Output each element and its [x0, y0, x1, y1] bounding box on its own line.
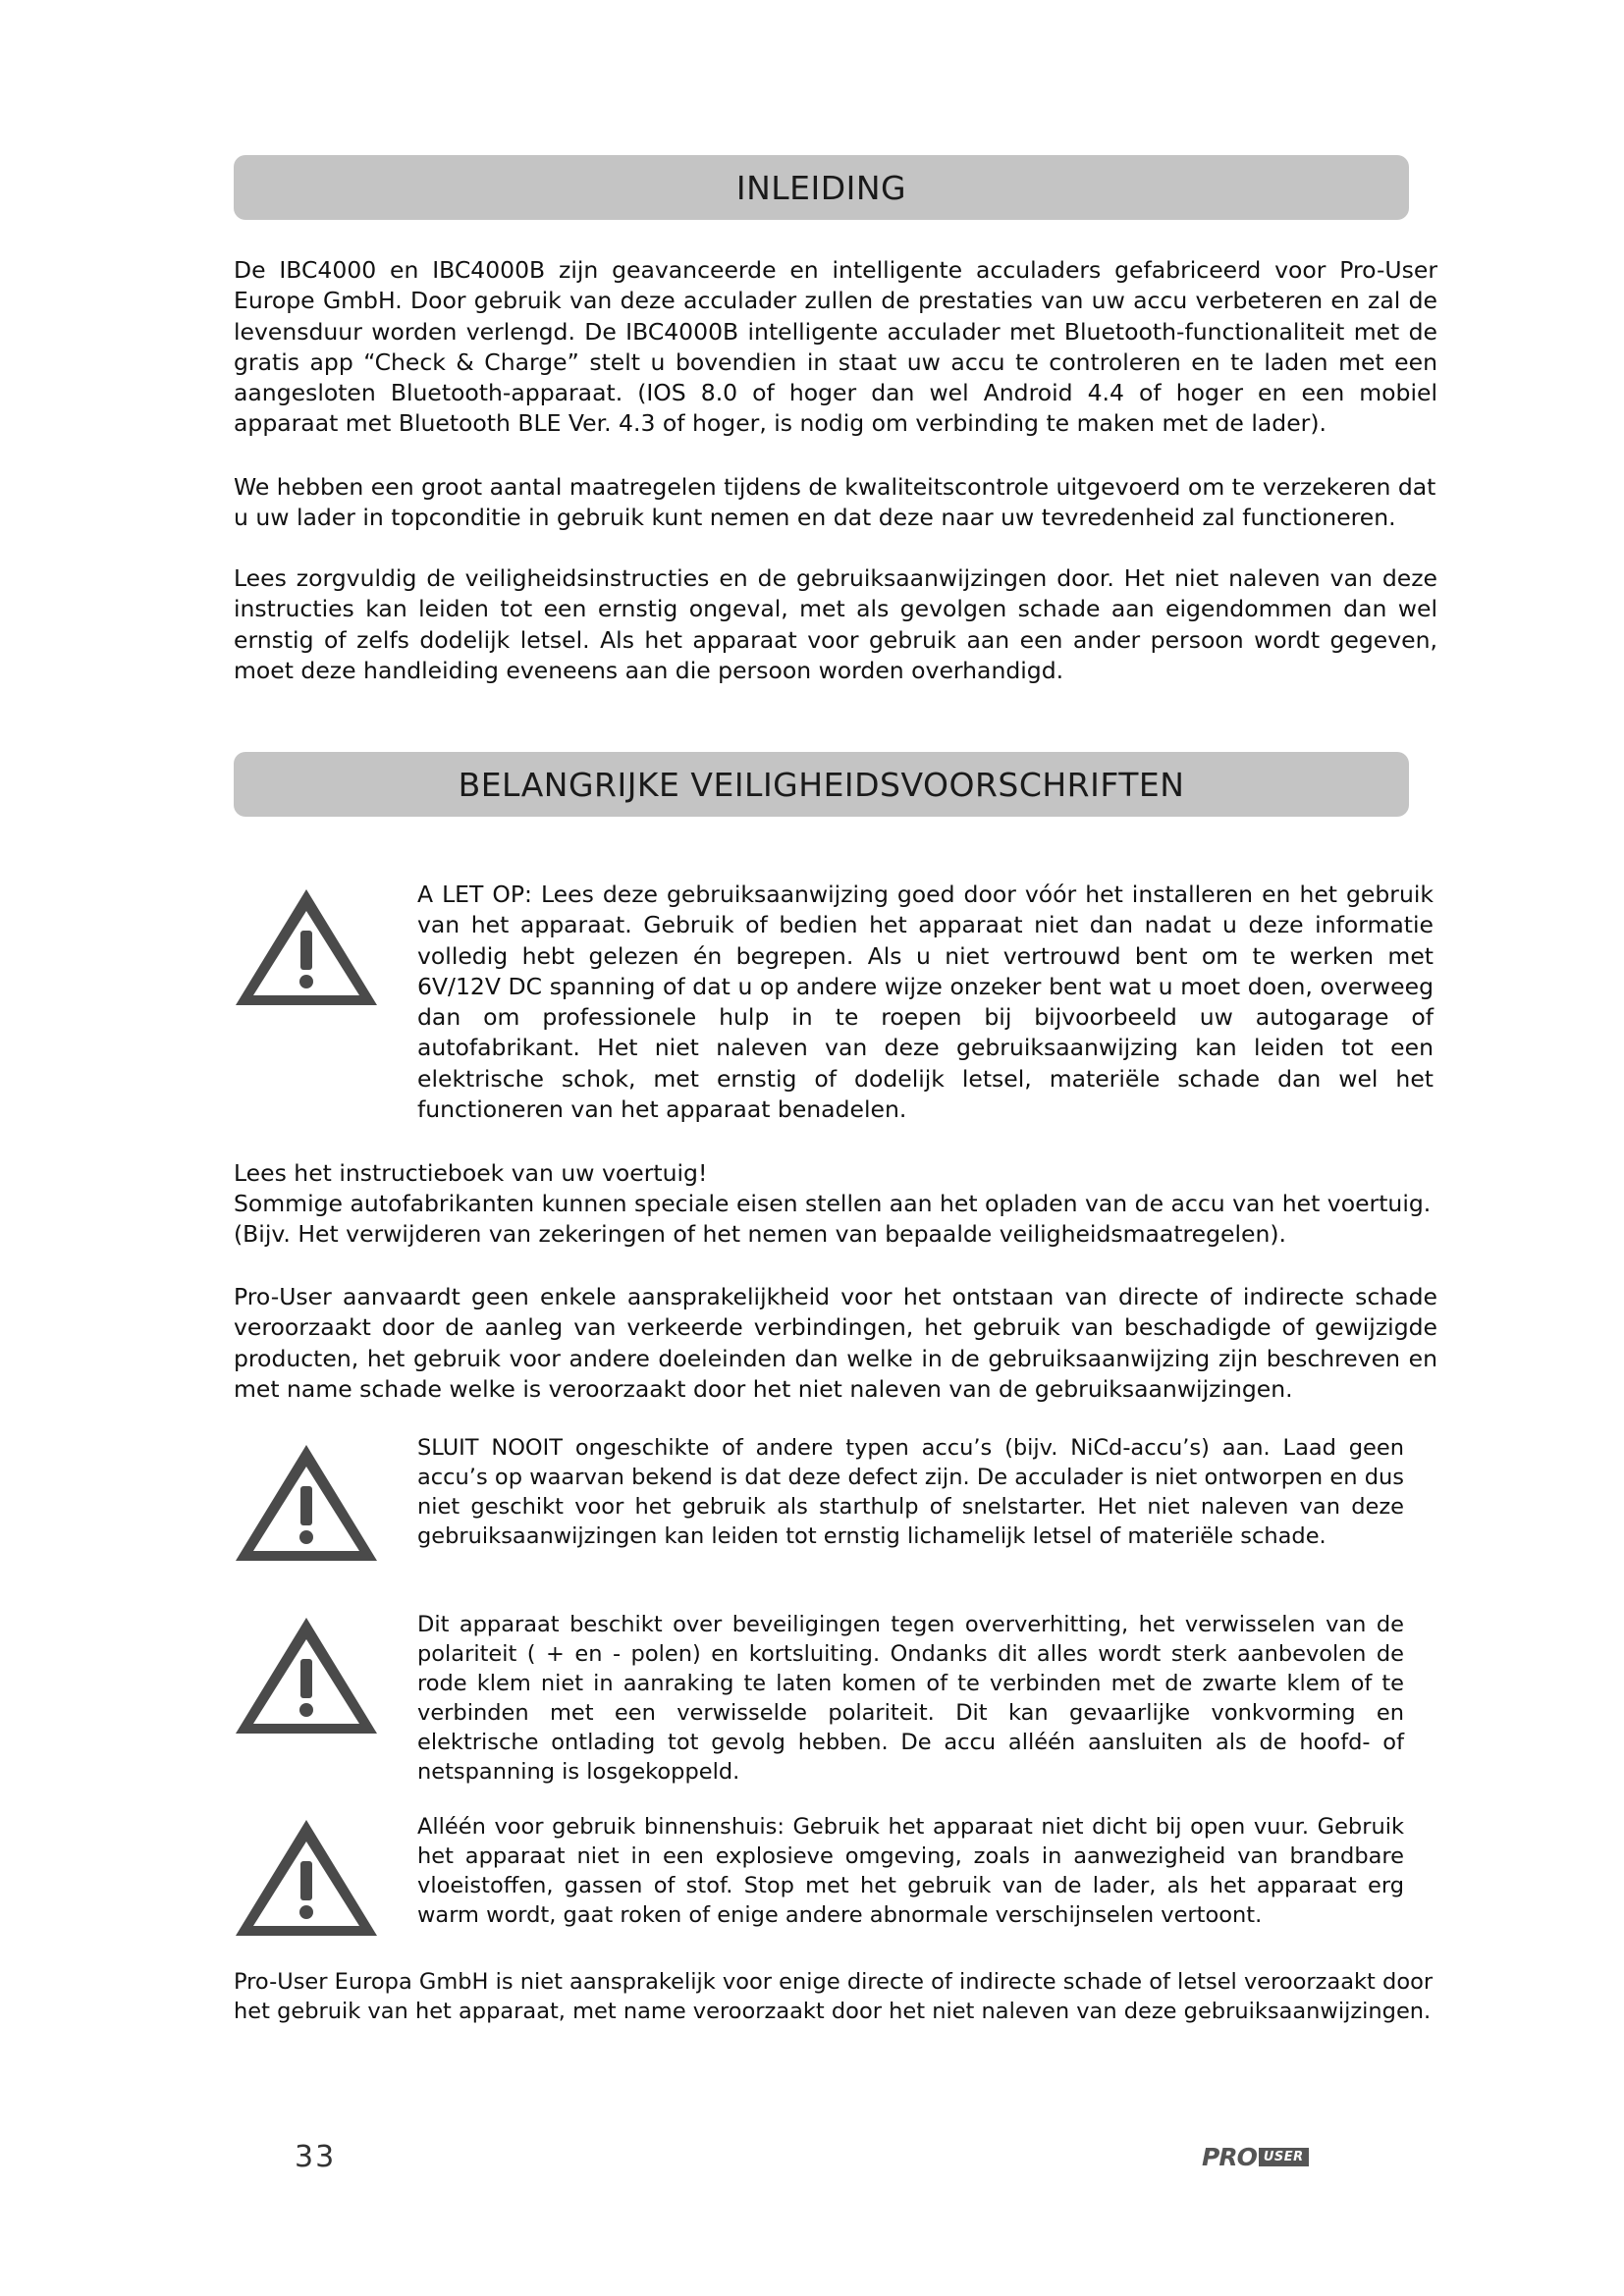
intro-paragraph-3: Lees zorgvuldig de veiligheidsinstructies en de gebruiksaanwijzingen door. Het niet naleven van deze instructies kan leiden tot een ernstig ongeval, met als gevolgen schade aan eigendommen dan wel ernstig of zelfs dodelijk letsel. Als het apparaat voor gebruik aan een ander persoon wordt gegeven, moet deze handleiding eveneens aan die persoon worden overhandigd.	[234, 564, 1437, 684]
pro-user-logo	[1202, 2144, 1339, 2169]
warning-text-sluit-nooit: SLUIT NOOIT ongeschikte of andere typen accu’s (bijv. NiCd-accu’s) aan. Laad geen accu’s op waarvan bekend is dat deze defect zijn. De acculader is niet ontworpen en dus niet geschikt voor het gebruik als starthulp of snelstarter. Het niet naleven van deze gebruiksaanwijzingen kan leiden tot ernstig lichamelijk letsel of materiële schade.	[417, 1435, 1404, 1549]
vehicle-heading: Lees het instructieboek van uw voertuig!	[234, 1159, 708, 1187]
disclaimer-paragraph: Pro-User Europa GmbH is niet aansprakelijk voor enige directe of indirecte schade of letsel veroorzaakt door het gebruik van het apparaat, met name veroorzaakt door het niet naleven van deze gebruiksaanwijzingen.	[234, 1969, 1434, 2024]
section-title: BELANGRIJKE VEILIGHEIDSVOORSCHRIFTEN	[458, 765, 1185, 804]
warning-icon	[232, 1816, 381, 1941]
warning-icon	[232, 885, 381, 1010]
intro-paragraph-2: We hebben een groot aantal maatregelen tijdens de kwaliteitscontrole uitgevoerd om te verzekeren dat u uw lader in topconditie in gebruik kunt nemen en dat deze naar uw tevredenheid zal functioneren.	[234, 473, 1436, 532]
warning-icon	[232, 1614, 381, 1738]
logo-user: USER	[1259, 2148, 1309, 2166]
page-number: 33	[295, 2140, 337, 2174]
warning-text-beveiligingen: Dit apparaat beschikt over beveiligingen tegen oververhitting, het verwisselen van de polariteit ( + en - polen) en kortsluiting. Ondanks dit alles wordt sterk aanbevolen de rode klem niet in aanraking te laten komen of te verbinden met de zwarte klem of te verbinden met een verwisselde polariteit. Dit kan gevaarlijke vonkvorming en elektrische ontlading tot gevolg hebben. De accu alléén aansluiten als de hoofd- of netspanning is losgekoppeld.	[417, 1612, 1404, 1785]
warning-text-binnenshuis: Alléén voor gebruik binnenshuis: Gebruik het apparaat niet dicht bij open vuur. Gebruik het apparaat niet in een explosieve omgeving, zoals in aanwezigheid van brandbare vloeistoffen, gassen of stof. Stop met het gebruik van de lader, als het apparaat erg warm wordt, gaat roken of enige andere abnormale verschijnselen vertoont.	[417, 1814, 1404, 1928]
section-header-veiligheid	[234, 752, 1409, 817]
liability-paragraph: Pro-User aanvaardt geen enkele aansprakelijkheid voor het ontstaan van directe of indirecte schade veroorzaakt door de aanleg van verkeerde verbindingen, het gebruik van beschadigde of gewijzigde producten, het gebruik voor andere doeleinden dan welke in de gebruiksaanwijzing zijn beschreven en met name schade welke is veroorzaakt door het niet naleven van de gebruiksaanwijzingen.	[234, 1283, 1437, 1403]
logo-pro: PRO	[1202, 2142, 1257, 2171]
section-title: INLEIDING	[735, 168, 907, 207]
intro-paragraph-1: De IBC4000 en IBC4000B zijn geavanceerde en intelligente acculaders gefabriceerd voor Pro-User Europe GmbH. Door gebruik van deze acculader zullen de prestaties van uw accu verbeteren en zal de levensduur worden verlengd. De IBC4000B intelligente acculader met Bluetooth-functionaliteit met de gratis app “Check & Charge” stelt u bovendien in staat uw accu te controleren en te laden met een aangesloten Bluetooth-apparaat. (IOS 8.0 of hoger dan wel Android 4.4 of hoger en een mobiel apparaat met Bluetooth BLE Ver. 4.3 of hoger, is nodig om verbinding te maken met de lader).	[234, 256, 1437, 438]
warning-icon	[232, 1441, 381, 1566]
section-header-inleiding	[234, 155, 1409, 220]
warning-text-let-op: A LET OP: Lees deze gebruiksaanwijzing goed door vóór het installeren en het gebruik van het apparaat. Gebruik of bedien het apparaat niet dan nadat u deze informatie volledig hebt gelezen én begrepen. Als u niet vertrouwd bent om te werken met 6V/12V DC spanning of dat u op andere wijze onzeker bent wat u moet doen, overweeg dan om professionele hulp in te roepen bij bijvoorbeeld uw autogarage of autofabrikant. Het niet naleven van deze gebruiksaanwijzing kan leiden tot een elektrische schok, met ernstig of dodelijk letsel, materiële schade dan wel het functioneren van het apparaat benadelen.	[417, 881, 1434, 1124]
vehicle-text: Sommige autofabrikanten kunnen speciale eisen stellen aan het opladen van de accu van het voertuig. (Bijv. Het verwijderen van zekeringen of het nemen van bepaalde veiligheidsmaatregelen).	[234, 1190, 1432, 1249]
